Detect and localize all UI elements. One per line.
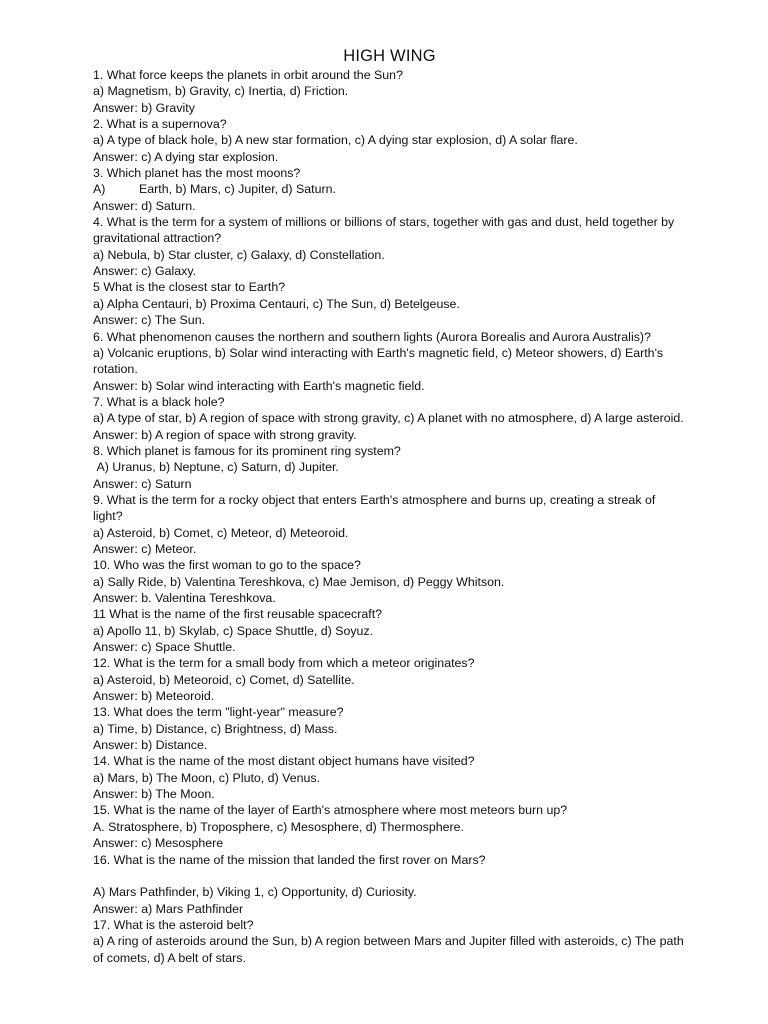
question-block-2 [93, 116, 686, 165]
question-text: 14. What is the name of the most distant object humans have visited? [93, 754, 475, 769]
question-block-17 [93, 917, 686, 966]
question-answer: Answer: c) A dying star explosion. [93, 149, 279, 164]
question-options: A) Mars Pathfinder, b) Viking 1, c) Opportunity, d) Curiosity. [93, 885, 417, 900]
question-text: 3. Which planet has the most moons? [93, 166, 301, 181]
question-options: a) Alpha Centauri, b) Proxima Centauri, c) The Sun, d) Betelgeuse. [93, 296, 460, 311]
question-block-13 [93, 704, 686, 753]
question-block-9 [93, 492, 686, 557]
question-options: a) Magnetism, b) Gravity, c) Inertia, d) Friction. [93, 84, 349, 99]
question-block-4 [93, 214, 686, 279]
question-answer: Answer: b) Distance. [93, 738, 208, 753]
question-block-3 [93, 165, 686, 214]
question-answer: Answer: c) Meteor. [93, 541, 197, 556]
question-answer: Answer: c) Space Shuttle. [93, 640, 236, 655]
question-text: 15. What is the name of the layer of Earth's atmosphere where most meteors burn up? [93, 803, 568, 818]
question-options: A. Stratosphere, b) Troposphere, c) Mesosphere, d) Thermosphere. [93, 819, 464, 834]
question-block-8 [93, 443, 686, 492]
question-text: 5 What is the closest star to Earth? [93, 280, 286, 295]
question-text: 9. What is the term for a rocky object that enters Earth's atmosphere and burns up, creating a streak of light? [93, 492, 659, 524]
question-text: 2. What is a supernova? [93, 117, 227, 132]
question-options: a) Time, b) Distance, c) Brightness, d) Mass. [93, 721, 338, 736]
question-answer: Answer: c) Galaxy. [93, 264, 197, 279]
question-block-14 [93, 753, 686, 802]
question-options: a) Apollo 11, b) Skylab, c) Space Shuttle, d) Soyuz. [93, 623, 374, 638]
option-list: Earth, b) Mars, c) Jupiter, d) Saturn. [139, 182, 336, 197]
question-text: 13. What does the term "light-year" measure? [93, 705, 344, 720]
question-block-7 [93, 394, 686, 443]
question-block-11 [93, 606, 686, 655]
question-text: 10. Who was the first woman to go to the space? [93, 558, 361, 573]
question-options: a) Asteroid, b) Comet, c) Meteor, d) Meteoroid. [93, 525, 349, 540]
question-options: a) Sally Ride, b) Valentina Tereshkova, c) Mae Jemison, d) Peggy Whitson. [93, 574, 505, 589]
question-block-16 [93, 852, 686, 917]
question-text: 17. What is the asteroid belt? [93, 917, 254, 932]
question-answer: Answer: c) Saturn [93, 476, 192, 491]
question-block-1 [93, 67, 686, 116]
question-block-10 [93, 557, 686, 606]
question-answer: Answer: d) Saturn. [93, 198, 196, 213]
question-text: 11 What is the name of the first reusable spacecraft? [93, 607, 383, 622]
blank-line [93, 868, 686, 884]
option-prefix: A) [93, 182, 106, 197]
question-options: a) Mars, b) The Moon, c) Pluto, d) Venus. [93, 770, 321, 785]
question-options [93, 181, 686, 197]
question-answer: Answer: a) Mars Pathfinder [93, 901, 244, 916]
question-block-6 [93, 329, 686, 394]
question-block-12 [93, 655, 686, 704]
question-options: a) Asteroid, b) Meteoroid, c) Comet, d) Satellite. [93, 672, 355, 687]
question-block-5 [93, 279, 686, 328]
question-options: A) Uranus, b) Neptune, c) Saturn, d) Jupiter. [93, 460, 339, 475]
question-answer: Answer: b. Valentina Tereshkova. [93, 591, 276, 605]
question-text: 16. What is the name of the mission that landed the first rover on Mars? [93, 852, 486, 867]
question-options: a) A type of star, b) A region of space with strong gravity, c) A planet with no atmosphere, d) A large asteroid. [93, 411, 684, 426]
question-answer: Answer: b) Solar wind interacting with Earth's magnetic field. [93, 378, 425, 393]
question-options: a) A type of black hole, b) A new star formation, c) A dying star explosion, d) A solar flare. [93, 133, 578, 148]
document-title: HIGH WING [343, 47, 436, 65]
question-text: 12. What is the term for a small body from which a meteor originates? [93, 656, 475, 671]
question-options: a) A ring of asteroids around the Sun, b) A region between Mars and Jupiter filled with asteroids, c) The path of comets, d) A belt of stars. [93, 934, 688, 965]
question-answer: Answer: b) A region of space with strong gravity. [93, 427, 357, 442]
question-text: 1. What force keeps the planets in orbit around the Sun? [93, 68, 403, 82]
question-text: 8. Which planet is famous for its prominent ring system? [93, 443, 401, 458]
question-answer: Answer: b) The Moon. [93, 787, 215, 802]
question-options: a) Nebula, b) Star cluster, c) Galaxy, d) Constellation. [93, 247, 385, 262]
question-answer: Answer: b) Meteoroid. [93, 689, 215, 704]
question-text: 4. What is the term for a system of millions or billions of stars, together with gas and dust, held together by gravitational attraction? [93, 215, 678, 246]
question-block-15 [93, 802, 686, 851]
question-answer: Answer: b) Gravity [93, 100, 195, 115]
question-text: 6. What phenomenon causes the northern and southern lights (Aurora Borealis and Aurora Australis)? [93, 329, 651, 344]
question-answer: Answer: c) Mesosphere [93, 836, 224, 851]
question-answer: Answer: c) The Sun. [93, 313, 206, 328]
question-options: a) Volcanic eruptions, b) Solar wind interacting with Earth's magnetic field, c) Meteor showers, d) Earth's rotation. [93, 345, 667, 377]
question-text: 7. What is a black hole? [93, 394, 225, 409]
